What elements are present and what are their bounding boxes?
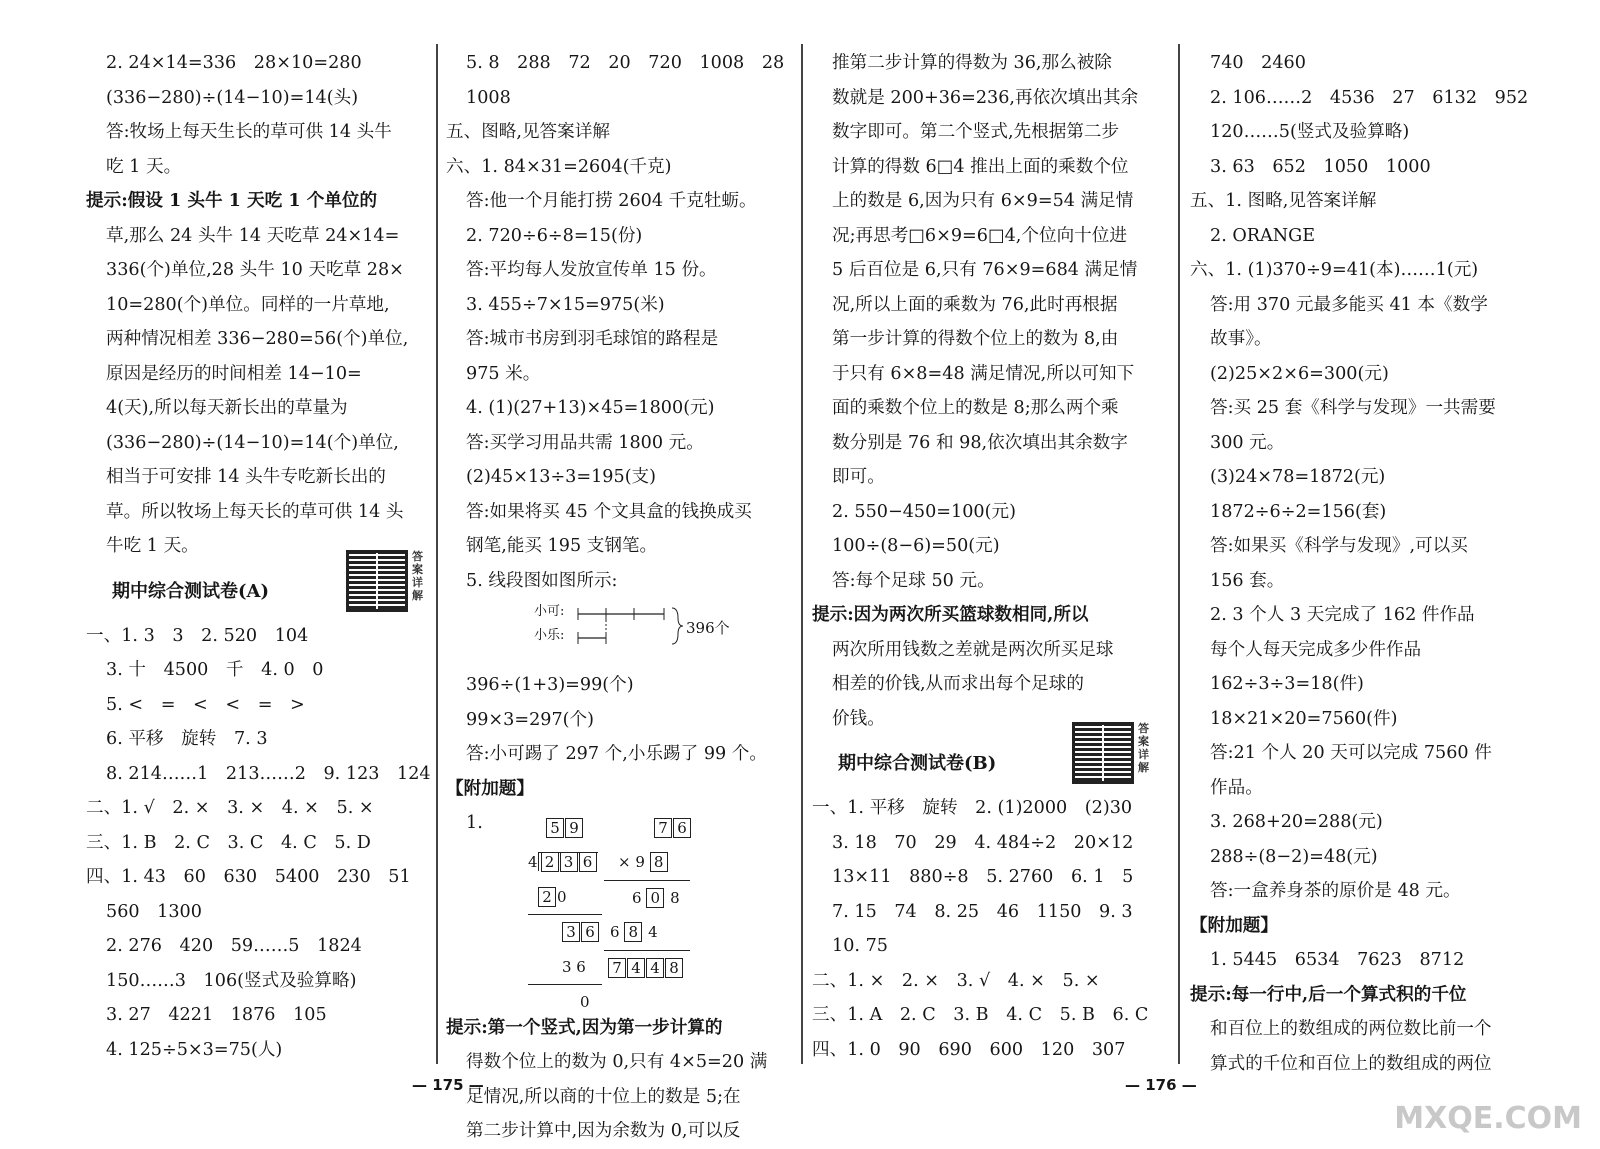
- col1-line: 4(天),所以每天新长出的草量为: [106, 398, 348, 418]
- col2c-line: 第二步计算中,因为余数为 0,可以反: [466, 1121, 741, 1141]
- col4-line: (3)24×78=1872(元): [1210, 467, 1386, 487]
- segment-diagram: [576, 602, 686, 652]
- col1-line: 草。所以牧场上每天长的草可供 14 头: [106, 501, 404, 522]
- col4-line: 156 套。: [1210, 570, 1285, 591]
- col2-line: 答:城市书房到羽毛球馆的路程是: [466, 329, 719, 349]
- col3-line: 价钱。: [832, 708, 885, 729]
- multiplication-vertical: 7 6 × 9 8 6 0 8 6 8 4 7 4 4 8: [604, 811, 692, 986]
- col3b-line: 10. 75: [832, 936, 888, 956]
- division-vertical: 5 9 4 2 3 6 2 0 3 6 3 6 0: [528, 811, 602, 1020]
- column-divider: [436, 44, 438, 1064]
- col1-line: 相当于可安排 14 头牛专吃新长出的: [106, 467, 386, 487]
- col4-line: 1872÷6÷2=156(套): [1210, 501, 1387, 522]
- col2-line: 答:买学习用品共需 1800 元。: [466, 432, 704, 453]
- col4-line: 288÷(8−2)=48(元): [1210, 846, 1378, 867]
- col4-line: 答:用 370 元最多能买 41 本《数学: [1210, 294, 1488, 315]
- col3-line: 数就是 200+36=236,再依次填出其余: [832, 87, 1139, 108]
- col3-line: 数字即可。第二个竖式,先根据第二步: [832, 122, 1120, 142]
- page-number-right: — 176 —: [1125, 1076, 1197, 1094]
- col4-line: 答:21 个人 20 天可以完成 7560 件: [1210, 743, 1492, 763]
- col3-line: 5 后百位是 6,只有 76×9=684 满足情: [832, 260, 1138, 280]
- col2b-line: 答:小可踢了 297 个,小乐踢了 99 个。: [466, 744, 767, 764]
- col4-line: 答:一盒养身茶的原价是 48 元。: [1210, 881, 1461, 901]
- col2c-line: 得数个位上的数为 0,只有 4×5=20 满: [466, 1052, 768, 1072]
- col1-line: 答:牧场上每天生长的草可供 14 头牛: [106, 122, 392, 142]
- col1-line: (336−280)÷(14−10)=14(个)单位,: [106, 432, 399, 453]
- col1b-line: 二、1. √ 2. × 3. × 4. × 5. ×: [86, 798, 374, 818]
- col1b-line: 3. 十 4500 千 4. 0 0: [106, 660, 324, 680]
- col3-line: 第一步计算的得数个位上的数为 8,由: [832, 329, 1119, 349]
- col3-line: 100÷(8−6)=50(元): [832, 536, 1000, 556]
- section-title: [812, 722, 1172, 791]
- col3b-line: 13×11 880÷8 5. 2760 6. 1 5: [832, 867, 1134, 887]
- col2-line: (2)45×13÷3=195(支): [466, 467, 657, 487]
- column-3: [812, 46, 1172, 1067]
- col3b-line: 四、1. 0 90 690 600 120 307: [812, 1039, 1126, 1060]
- col1-line: 两种情况相差 336−280=56(个)单位,: [106, 329, 409, 349]
- col3-line: 况;再思考□6×9=6□4,个位向十位进: [832, 225, 1127, 246]
- col2-line: 975 米。: [466, 363, 541, 384]
- section-title-text: 期中综合测试卷(A): [112, 580, 269, 602]
- col1b-line: 四、1. 43 60 630 5400 230 51: [86, 867, 411, 887]
- col1-line: 牛吃 1 天。: [106, 536, 199, 556]
- col3-line: 答:每个足球 50 元。: [832, 570, 995, 591]
- col1b-line: 2. 276 420 59……5 1824: [106, 936, 362, 956]
- col4-line: 提示:每一行中,后一个算式积的千位: [1190, 983, 1467, 1005]
- figure-total: 396个: [686, 619, 730, 637]
- col2-line: 1008: [466, 87, 511, 108]
- col4-line: (2)25×2×6=300(元): [1210, 363, 1389, 384]
- col4-line: 答:买 25 套《科学与发现》一共需要: [1210, 398, 1496, 418]
- col4-line: 算式的千位和百位上的数组成的两位: [1210, 1053, 1492, 1074]
- col2-line: 六、1. 84×31=2604(千克): [446, 156, 672, 177]
- section-title-text: 期中综合测试卷(B): [838, 753, 997, 774]
- col2-line: 答:他一个月能打捞 2604 千克牡蛎。: [466, 191, 757, 211]
- col3-line: 推第二步计算的得数为 36,那么被除: [832, 53, 1112, 73]
- col1-line: 10=280(个)单位。同样的一片草地,: [106, 294, 390, 315]
- col2c-line: 提示:第一个竖式,因为第一步计算的: [446, 1016, 723, 1038]
- col3-line: 即可。: [832, 467, 885, 487]
- line-segment-figure: [446, 598, 796, 668]
- section-title: [86, 549, 426, 619]
- col4-line: 740 2460: [1210, 53, 1306, 73]
- col3-line: 况,所以上面的乘数为 76,此时再根据: [832, 294, 1118, 315]
- col1-line: 2. 24×14=336 28×10=280: [106, 53, 362, 73]
- col4-line: 作品。: [1210, 777, 1263, 798]
- col3-line: 2. 550−450=100(元): [832, 501, 1016, 522]
- qr-code-icon: [346, 550, 408, 612]
- col1-line: 吃 1 天。: [106, 156, 182, 177]
- column-2: [446, 46, 796, 1149]
- col2b-line: 【附加题】: [446, 777, 534, 799]
- col4-line: 【附加题】: [1190, 914, 1278, 936]
- qr-label: 答案详解: [1138, 722, 1149, 774]
- page-divider: [801, 44, 803, 1064]
- col2-line: 5. 8 288 72 20 720 1008 28: [466, 53, 785, 73]
- col2-line: 钢笔,能买 195 支钢笔。: [466, 536, 658, 556]
- col4-line: 故事》。: [1210, 329, 1272, 349]
- vertical-calculations: [446, 818, 796, 1011]
- col2-line: 2. 720÷6÷8=15(份): [466, 225, 643, 246]
- figure-label-xiaoke: 小可:: [534, 604, 565, 619]
- col2-line: 答:平均每人发放宣传单 15 份。: [466, 260, 717, 280]
- col1b-line: 三、1. B 2. C 3. C 4. C 5. D: [86, 832, 371, 853]
- col1b-line: 150……3 106(竖式及验算略): [106, 970, 357, 991]
- col3-line: 相差的价钱,从而求出每个足球的: [832, 674, 1084, 694]
- col2c-line: 足情况,所以商的十位上的数是 5;在: [466, 1086, 741, 1107]
- col1-line: 原因是经历的时间相差 14−10=: [106, 363, 362, 384]
- col4-line: 18×21×20=7560(件): [1210, 708, 1398, 729]
- col3-line: 于只有 6×8=48 满足情况,所以可知下: [832, 363, 1135, 384]
- column-divider: [1178, 44, 1180, 1064]
- col2b-line: 1.: [466, 813, 483, 833]
- col3-line: 计算的得数 6□4 推出上面的乘数个位: [832, 156, 1129, 177]
- column-1: [86, 46, 431, 1067]
- col1b-line: 5. < = < < = >: [106, 694, 305, 715]
- col3-line: 提示:因为两次所买篮球数相同,所以: [812, 604, 1089, 625]
- col1-line: 草,那么 24 头牛 14 天吃草 24×14=: [106, 225, 400, 246]
- watermark-logo: MXQE.COM: [1394, 1101, 1582, 1136]
- col2-line: 5. 线段图如图所示:: [466, 570, 618, 591]
- col1b-line: 4. 125÷5×3=75(人): [106, 1039, 283, 1060]
- column-4: [1190, 46, 1550, 1081]
- col4-line: 六、1. (1)370÷9=41(本)……1(元): [1190, 260, 1479, 280]
- page-number-left: — 175 —: [412, 1076, 484, 1094]
- col2b-line: 396÷(1+3)=99(个): [466, 675, 634, 695]
- col4-line: 答:如果买《科学与发现》,可以买: [1210, 536, 1468, 556]
- col1-line: 提示:假设 1 头牛 1 天吃 1 个单位的: [86, 190, 378, 211]
- col4-line: 每个人每天完成多少件作品: [1210, 639, 1422, 660]
- col3b-line: 7. 15 74 8. 25 46 1150 9. 3: [832, 901, 1133, 922]
- qr-code-icon: [1072, 722, 1134, 784]
- col1b-line: 6. 平移 旋转 7. 3: [106, 729, 268, 749]
- col3-line: 数分别是 76 和 98,依次填出其余数字: [832, 432, 1128, 453]
- col2-line: 4. (1)(27+13)×45=1800(元): [466, 398, 715, 418]
- col4-line: 和百位上的数组成的两位数比前一个: [1210, 1019, 1492, 1039]
- col4-line: 2. 3 个人 3 天完成了 162 件作品: [1210, 605, 1475, 625]
- col2-line: 3. 455÷7×15=975(米): [466, 294, 665, 315]
- col4-line: 1. 5445 6534 7623 8712: [1210, 950, 1465, 970]
- col2-line: 五、图略,见答案详解: [446, 122, 610, 142]
- col3-line: 两次所用钱数之差就是两次所买足球: [832, 639, 1114, 660]
- col4-line: 120……5(竖式及验算略): [1210, 122, 1410, 142]
- col4-line: 162÷3÷3=18(件): [1210, 674, 1364, 694]
- col1-line: 336(个)单位,28 头牛 10 天吃草 28×: [106, 260, 404, 280]
- col1b-line: 560 1300: [106, 901, 202, 922]
- col3b-line: 3. 18 70 29 4. 484÷2 20×12: [832, 832, 1134, 853]
- qr-label: 答案详解: [412, 549, 423, 602]
- col4-line: 300 元。: [1210, 432, 1285, 453]
- col1b-line: 8. 214……1 213……2 9. 123 124: [106, 763, 431, 784]
- col3b-line: 二、1. × 2. × 3. √ 4. × 5. ×: [812, 970, 1100, 991]
- col3b-line: 三、1. A 2. C 3. B 4. C 5. B 6. C: [812, 1005, 1149, 1025]
- figure-label-xiaole: 小乐:: [534, 628, 565, 643]
- col4-line: 2. 106……2 4536 27 6132 952: [1210, 87, 1529, 108]
- col4-line: 2. ORANGE: [1210, 225, 1316, 246]
- col2b-line: 99×3=297(个): [466, 709, 594, 730]
- col4-line: 3. 63 652 1050 1000: [1210, 156, 1431, 177]
- col3-line: 上的数是 6,因为只有 6×9=54 满足情: [832, 191, 1134, 211]
- col1-line: (336−280)÷(14−10)=14(头): [106, 87, 359, 108]
- col4-line: 3. 268+20=288(元): [1210, 812, 1383, 832]
- col3-line: 面的乘数个位上的数是 8;那么两个乘: [832, 398, 1119, 418]
- col1b-line: 一、1. 3 3 2. 520 104: [86, 625, 309, 646]
- col1b-line: 3. 27 4221 1876 105: [106, 1005, 327, 1025]
- col2-line: 答:如果将买 45 个文具盒的钱换成买: [466, 501, 752, 522]
- col4-line: 五、1. 图略,见答案详解: [1190, 191, 1377, 211]
- col3b-line: 一、1. 平移 旋转 2. (1)2000 (2)30: [812, 798, 1133, 818]
